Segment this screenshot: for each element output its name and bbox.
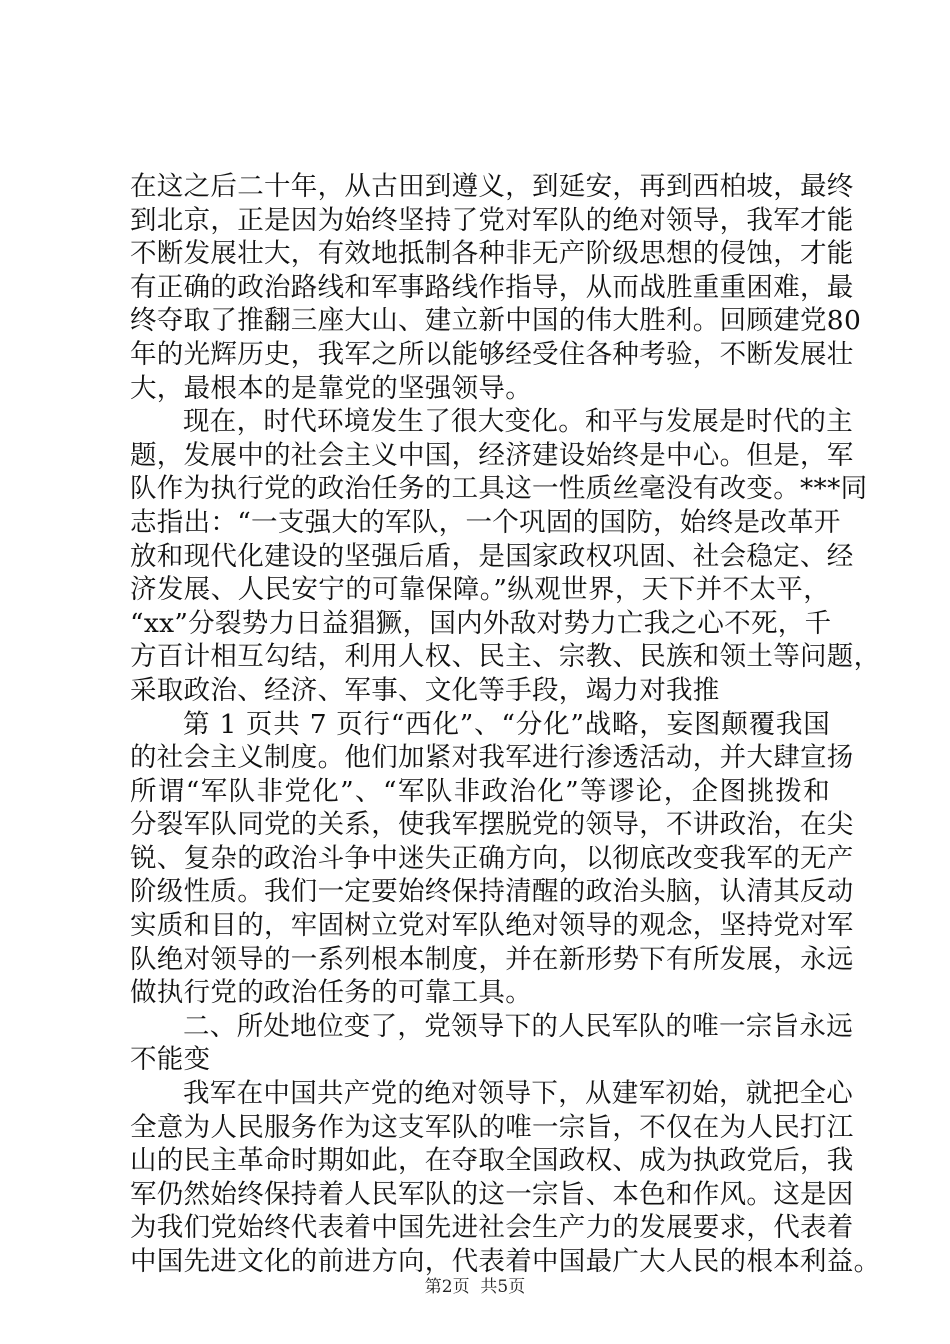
text-line: 志指出：“一支强大的军队，一个巩固的国防，始终是改革开 bbox=[130, 506, 841, 538]
paragraph-start-line: 第 1 页共 7 页行“西化”、“分化”战略，妄图颠覆我国 bbox=[183, 708, 830, 740]
text-line: 济发展、人民安宁的可靠保障。”纵观世界，天下并不太平， bbox=[130, 574, 830, 606]
text-line: 方百计相互勾结，利用人权、民主、宗教、民族和领土等问题， bbox=[130, 641, 881, 673]
text-line: 实质和目的，牢固树立党对军队绝对领导的观念，坚持党对军 bbox=[130, 910, 854, 942]
text-line: 中国先进文化的前进方向，代表着中国最广大人民的根本利益。 bbox=[130, 1246, 881, 1277]
text-line: 为我们党始终代表着中国先进社会生产力的发展要求，代表着 bbox=[130, 1212, 854, 1244]
text-line: 放和现代化建设的坚强后盾，是国家政权巩固、社会稳定、经 bbox=[130, 540, 854, 572]
text-line: 做执行党的政治任务的可靠工具。 bbox=[130, 977, 532, 1009]
text-line: 阶级性质。我们一定要始终保持清醒的政治头脑，认清其反动 bbox=[130, 876, 854, 908]
document-body bbox=[130, 170, 881, 1279]
text-line: 采取政治、经济、军事、文化等手段，竭力对我推 bbox=[130, 674, 720, 706]
text-line: 分裂军队同党的关系，使我军摆脱党的领导，不讲政治，在尖 bbox=[130, 809, 854, 841]
text-line: 年的光辉历史，我军之所以能够经受住各种考验，不断发展壮 bbox=[130, 338, 854, 370]
text-line: 终夺取了推翻三座大山、建立新中国的伟大胜利。回顾建党80 bbox=[130, 305, 862, 337]
section-heading-line: 不能变 bbox=[130, 1044, 211, 1076]
text-line: 不断发展壮大，有效地抵制各种非无产阶级思想的侵蚀，才能 bbox=[130, 238, 854, 270]
text-line: 锐、复杂的政治斗争中迷失正确方向，以彻底改变我军的无产 bbox=[130, 842, 854, 874]
page-number-label: 第2页 共5页 bbox=[424, 1277, 526, 1297]
page-footer bbox=[0, 1276, 950, 1298]
text-line: 全意为人民服务作为这支军队的唯一宗旨，不仅在为人民打江 bbox=[130, 1111, 854, 1143]
text-line: 到北京，正是因为始终坚持了党对军队的绝对领导，我军才能 bbox=[130, 204, 854, 236]
text-line: 队作为执行党的政治任务的工具这一性质丝毫没有改变。***同 bbox=[130, 473, 868, 505]
text-line: 所谓“军队非党化”、“军队非政治化”等谬论，企图挑拨和 bbox=[130, 775, 830, 807]
paragraph-start-line: 我军在中国共产党的绝对领导下，从建军初始，就把全心 bbox=[183, 1078, 853, 1110]
text-line: 军仍然始终保持着人民军队的这一宗旨、本色和作风。这是因 bbox=[130, 1178, 854, 1210]
text-line: 在这之后二十年，从古田到遵义，到延安，再到西柏坡，最终 bbox=[130, 171, 854, 202]
section-heading-line: 二、所处地位变了，党领导下的人民军队的唯一宗旨永远 bbox=[183, 1010, 853, 1042]
text-line: 大，最根本的是靠党的坚强领导。 bbox=[130, 372, 532, 404]
paragraph-start-line: 现在，时代环境发生了很大变化。和平与发展是时代的主 bbox=[183, 406, 853, 438]
text-line: 题，发展中的社会主义中国，经济建设始终是中心。但是，军 bbox=[130, 439, 854, 471]
text-line: 的社会主义制度。他们加紧对我军进行渗透活动，并大肆宣扬 bbox=[130, 742, 854, 774]
text-line: “xx”分裂势力日益猖獗，国内外敌对势力亡我之心不死，千 bbox=[130, 607, 832, 639]
text-line: 有正确的政治路线和军事路线作指导，从而战胜重重困难，最 bbox=[130, 271, 854, 303]
text-line: 山的民主革命时期如此，在夺取全国政权、成为执政党后，我 bbox=[130, 1145, 854, 1177]
text-line: 队绝对领导的一系列根本制度，并在新形势下有所发展，永远 bbox=[130, 943, 854, 975]
